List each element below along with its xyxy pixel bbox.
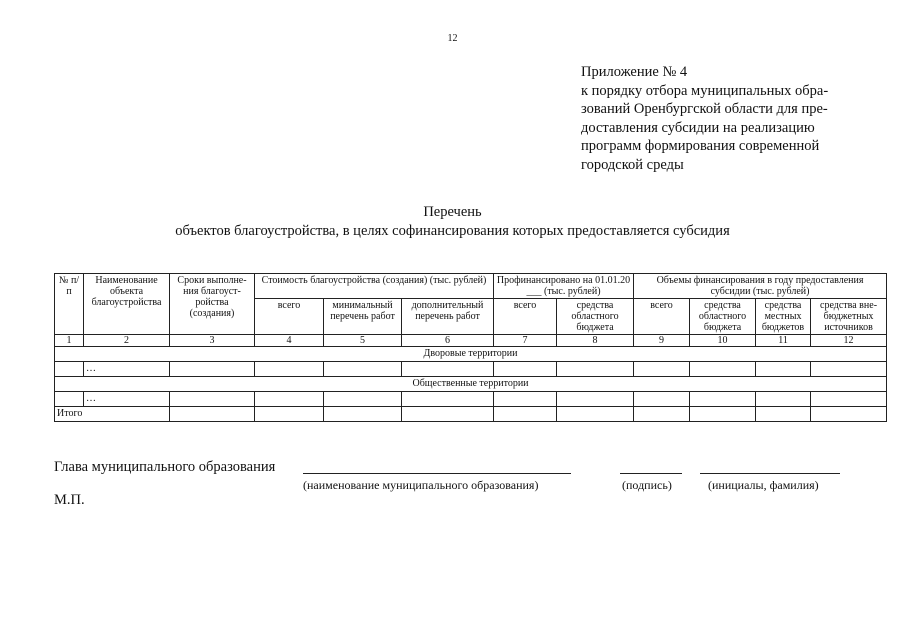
header-vol-extra: средства вне-бюджетных источников <box>811 299 887 335</box>
caption-signature: (подпись) <box>622 478 672 492</box>
initials-line <box>700 473 840 474</box>
header-volume-group: Объемы финансирования в году предоставления субсидии (тыс. рублей) <box>634 274 887 299</box>
seal-label: М.П. <box>54 492 85 508</box>
row-ellipsis: … <box>84 392 170 407</box>
column-number: 7 <box>494 335 557 347</box>
appendix-line: Приложение № 4 <box>581 64 688 80</box>
header-vol-total: всего <box>634 299 690 335</box>
column-number: 11 <box>756 335 811 347</box>
municipality-name-line <box>303 473 571 474</box>
signature-line <box>620 473 682 474</box>
caption-initials: (инициалы, фамилия) <box>708 478 819 492</box>
header-cost-total: всего <box>255 299 324 335</box>
header-cost-group: Стоимость благоустройства (создания) (тыс. рублей) <box>255 274 494 299</box>
header-name: Наименование объекта благоустройства <box>84 274 170 335</box>
table-row <box>55 362 887 377</box>
title-line-1: Перечень <box>423 204 482 220</box>
section-yards: Дворовые территории <box>55 347 887 362</box>
header-num: № п/п <box>55 274 84 335</box>
header-cost-min: минимальный перечень работ <box>324 299 402 335</box>
header-terms: Сроки выполне-ния благоуст-ройства (создания) <box>170 274 255 335</box>
appendix-line: зований Оренбургской области для пре- <box>581 101 828 117</box>
column-number: 12 <box>811 335 887 347</box>
appendix-line: доставления субсидии на реализацию <box>581 119 815 136</box>
column-number: 8 <box>557 335 634 347</box>
head-label: Глава муниципального образования <box>54 459 276 475</box>
header-cost-add: дополнительный перечень работ <box>402 299 494 335</box>
header-vol-regional: средства областного бюджета <box>690 299 756 335</box>
page-number: 12 <box>447 33 458 44</box>
appendix-line: городской среды <box>581 156 684 173</box>
title-line-2: объектов благоустройства, в целях софинансирования которых предоставляется субсидия <box>175 223 730 239</box>
section-public: Общественные территории <box>55 377 887 392</box>
header-financed-group: Профинансировано на 01.01.20 ___ (тыс. рублей) <box>494 274 634 299</box>
column-number: 3 <box>170 335 255 347</box>
appendix-line: программ формирования современной <box>581 138 820 154</box>
total-label: Итого <box>55 407 170 422</box>
header-vol-local: средства местных бюджетов <box>756 299 811 335</box>
caption-municipality: (наименование муниципального образования) <box>303 478 539 492</box>
column-number-row <box>55 335 887 347</box>
column-number: 9 <box>634 335 690 347</box>
total-row <box>55 407 887 422</box>
appendix-block <box>581 63 881 174</box>
table-row <box>55 392 887 407</box>
appendix-line: к порядку отбора муниципальных обра- <box>581 82 829 99</box>
objects-table <box>54 273 887 422</box>
column-number: 5 <box>324 335 402 347</box>
column-number: 6 <box>402 335 494 347</box>
header-fin-regional: средства областного бюджета <box>557 299 634 335</box>
row-ellipsis: … <box>84 362 170 377</box>
column-number: 2 <box>84 335 170 347</box>
column-number: 1 <box>55 335 84 347</box>
column-number: 4 <box>255 335 324 347</box>
header-fin-total: всего <box>494 299 557 335</box>
column-number: 10 <box>690 335 756 347</box>
document-title <box>0 203 905 241</box>
